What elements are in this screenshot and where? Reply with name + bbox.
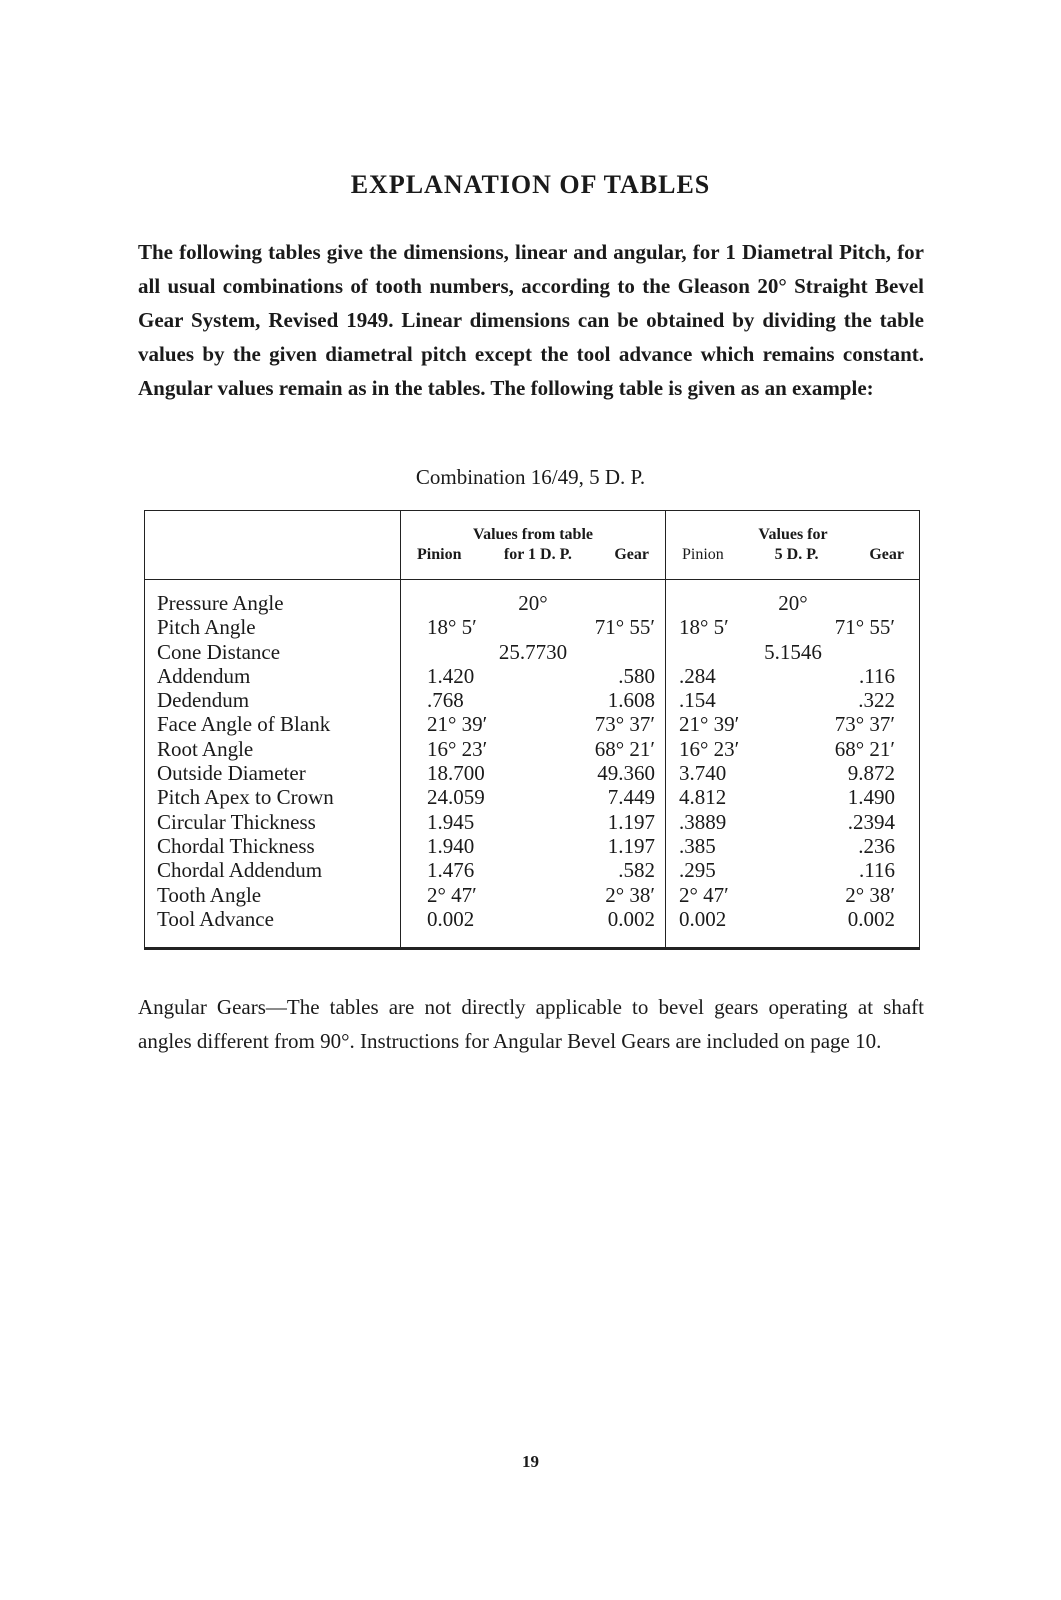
cell-gear-5dp: 9.872 (847, 761, 895, 786)
header-values-from-table (403, 525, 663, 565)
cell-pinion-1dp: 1.945 (427, 809, 475, 834)
row-label: Chordal Thickness (157, 833, 315, 858)
cell-pinion-5dp: 4.812 (679, 785, 727, 810)
cell-pinion-5dp: .295 (679, 858, 716, 883)
angular-gears-note: Angular Gears—The tables are not directly applicable to bevel gears operating at shaft angles different from 90°. Instructions for Angular Bevel Gears are included on page 10. (138, 995, 924, 1053)
header-gear: Gear (614, 546, 649, 563)
row-label: Addendum (157, 663, 251, 688)
header-gear: Gear (869, 546, 904, 563)
cell-gear-1dp: 49.360 (597, 761, 655, 786)
header-mid: for 1 D. P. (503, 546, 572, 563)
table-row (145, 834, 919, 858)
table-body (145, 591, 919, 931)
header-divider (145, 579, 919, 580)
header-pinion: Pinion (682, 546, 724, 563)
cell-gear-1dp: 73° 37′ (594, 712, 655, 737)
cell-pinion-5dp: 0.002 (679, 906, 727, 931)
cell-pinion-1dp: 1.476 (427, 858, 475, 883)
cell-pinion-5dp: 3.740 (679, 761, 727, 786)
intro-paragraph: The following tables give the dimensions, linear and angular, for 1 Diametral Pitch, for all usual combinations of tooth numbers, according to the Gleason 20° Straight Bevel Gear System, Revised 1949. Linear dimensions can be obtained by dividing the table values by the given diametral pitch except the tool advance which remains constant. Angular values remain as in the tables. The following table is given as an example: (138, 240, 924, 400)
header-mid: 5 D. P. (774, 546, 819, 563)
table-row (145, 785, 919, 809)
row-label: Circular Thickness (157, 809, 316, 834)
example-table (144, 510, 920, 950)
cell-common-1dp: 20° (518, 591, 548, 615)
row-label: Face Angle of Blank (157, 712, 331, 737)
cell-pinion-1dp: 18° 5′ (427, 615, 477, 640)
cell-gear-1dp: 1.197 (607, 809, 655, 834)
cell-gear-5dp: 2° 38′ (845, 882, 895, 907)
cell-pinion-5dp: 21° 39′ (679, 712, 740, 737)
table-row (145, 615, 919, 639)
table-row (145, 883, 919, 907)
row-label: Dedendum (157, 688, 250, 713)
header-title: Values from table (473, 526, 593, 543)
header-values-for (668, 525, 918, 565)
table-row (145, 761, 919, 785)
cell-gear-1dp: 7.449 (607, 785, 655, 810)
header-title: Values for (758, 526, 828, 543)
cell-gear-1dp: 71° 55′ (594, 615, 655, 640)
table-row (145, 737, 919, 761)
cell-gear-1dp: 68° 21′ (594, 736, 655, 761)
cell-gear-5dp: 71° 55′ (834, 615, 895, 640)
cell-gear-1dp: 1.197 (607, 833, 655, 858)
cell-pinion-5dp: .284 (679, 663, 716, 688)
cell-gear-5dp: .322 (858, 688, 895, 713)
cell-gear-5dp: 68° 21′ (834, 736, 895, 761)
table-row (145, 810, 919, 834)
cell-gear-1dp: .580 (618, 663, 655, 688)
cell-pinion-1dp: 21° 39′ (427, 712, 488, 737)
cell-pinion-1dp: 24.059 (427, 785, 485, 810)
table-row (145, 664, 919, 688)
table-row (145, 907, 919, 931)
cell-pinion-1dp: 16° 23′ (427, 736, 488, 761)
page-number: 19 (522, 1452, 539, 1471)
cell-pinion-1dp: 18.700 (427, 761, 485, 786)
row-label: Root Angle (157, 736, 254, 761)
cell-gear-5dp: 0.002 (847, 906, 895, 931)
cell-pinion-1dp: 2° 47′ (427, 882, 477, 907)
row-label: Outside Diameter (157, 761, 306, 786)
row-label: Chordal Addendum (157, 858, 323, 883)
cell-common-5dp: 20° (778, 591, 808, 615)
cell-pinion-5dp: .154 (679, 688, 716, 713)
cell-pinion-5dp: 18° 5′ (679, 615, 729, 640)
header-pinion: Pinion (417, 546, 462, 563)
cell-gear-1dp: 2° 38′ (605, 882, 655, 907)
cell-gear-5dp: 73° 37′ (834, 712, 895, 737)
cell-common-1dp: 25.7730 (498, 639, 568, 664)
cell-gear-5dp: .236 (858, 833, 895, 858)
row-label: Tool Advance (157, 906, 274, 931)
cell-common-5dp: 5.1546 (764, 639, 822, 664)
cell-pinion-1dp: 1.940 (427, 833, 475, 858)
example-title: Combination 16/49, 5 D. P. (415, 465, 646, 489)
cell-gear-5dp: .2394 (847, 809, 895, 834)
row-label: Cone Distance (157, 639, 281, 664)
row-label: Pressure Angle (157, 591, 284, 615)
row-label: Pitch Angle (157, 615, 256, 640)
cell-pinion-1dp: 1.420 (427, 663, 475, 688)
cell-gear-5dp: .116 (859, 663, 895, 688)
cell-pinion-5dp: 16° 23′ (679, 736, 740, 761)
cell-gear-5dp: 1.490 (847, 785, 895, 810)
cell-pinion-1dp: 0.002 (427, 906, 475, 931)
cell-gear-5dp: .116 (859, 858, 895, 883)
table-row (145, 688, 919, 712)
cell-pinion-1dp: .768 (427, 688, 464, 713)
cell-pinion-5dp: .385 (679, 833, 716, 858)
cell-gear-1dp: 0.002 (607, 906, 655, 931)
cell-pinion-5dp: 2° 47′ (679, 882, 729, 907)
cell-gear-1dp: 1.608 (607, 688, 655, 713)
row-label: Tooth Angle (157, 882, 262, 907)
table-row (145, 712, 919, 736)
row-label: Pitch Apex to Crown (157, 785, 334, 810)
table-row (145, 640, 919, 664)
table-row (145, 858, 919, 882)
page-title: EXPLANATION OF TABLES (350, 170, 711, 199)
table-row (145, 591, 919, 615)
cell-pinion-5dp: .3889 (679, 809, 727, 834)
cell-gear-1dp: .582 (618, 858, 655, 883)
